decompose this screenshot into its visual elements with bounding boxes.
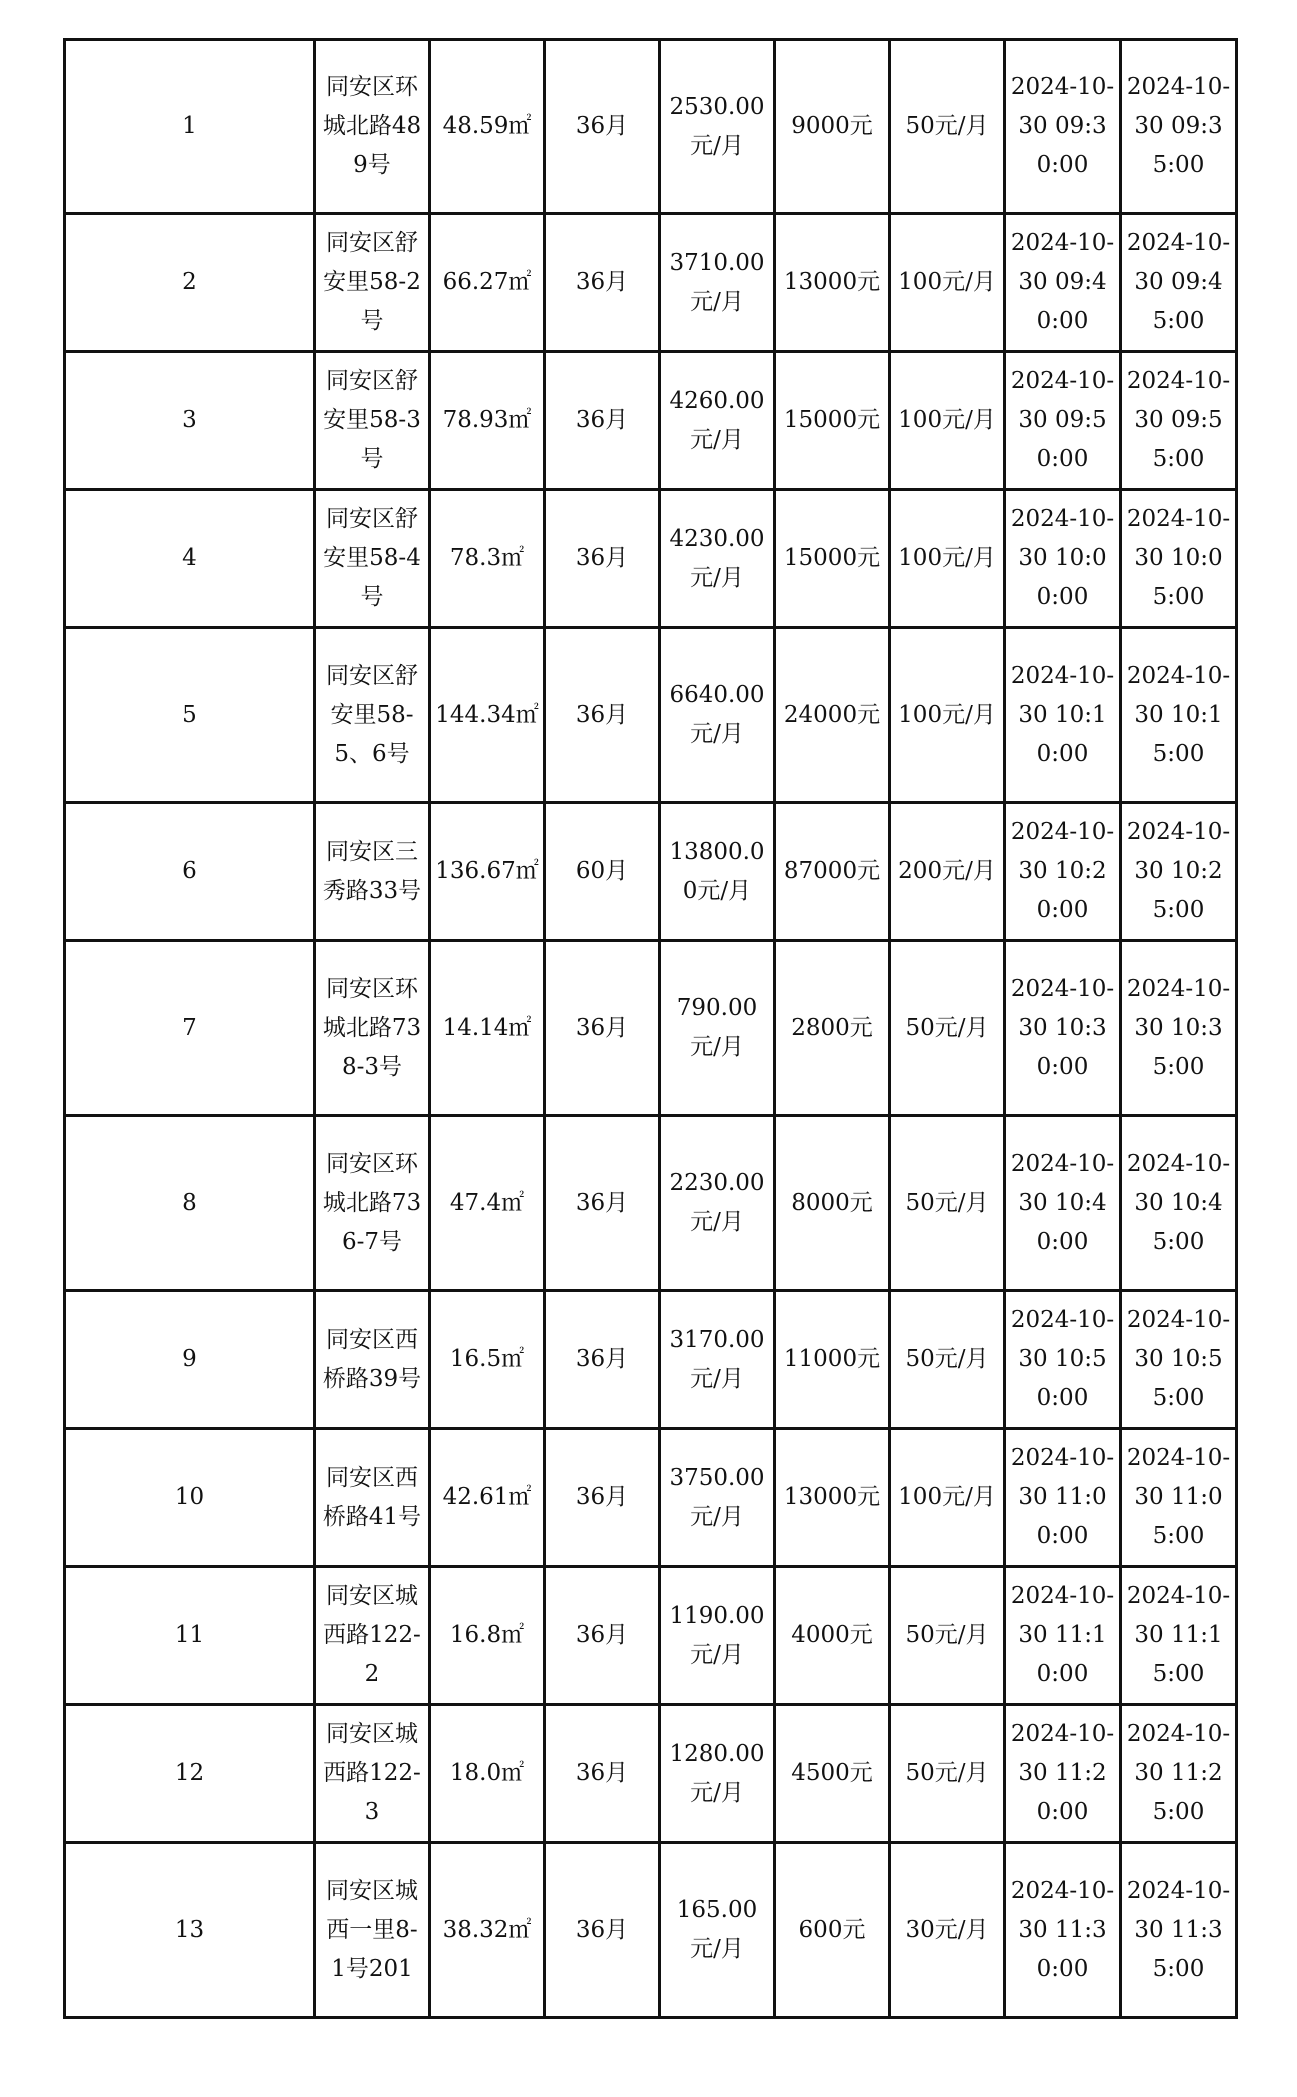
end-time: 2024-10-30 11:15:00: [1121, 1567, 1237, 1705]
property-address: 同安区西桥路41号: [315, 1429, 430, 1567]
start-time: 2024-10-30 11:30:00: [1005, 1843, 1121, 2018]
deposit: 4000元: [775, 1567, 890, 1705]
property-listing-table: [63, 38, 1238, 2019]
bid-increment: 100元/月: [890, 628, 1005, 803]
row-number: 5: [65, 628, 315, 803]
deposit: 15000元: [775, 490, 890, 628]
bid-increment: 50元/月: [890, 1567, 1005, 1705]
end-time: 2024-10-30 09:55:00: [1121, 352, 1237, 490]
starting-rent: 4260.00元/月: [660, 352, 775, 490]
deposit: 600元: [775, 1843, 890, 2018]
deposit: 9000元: [775, 40, 890, 214]
property-address: 同安区西桥路39号: [315, 1291, 430, 1429]
property-area: 48.59㎡: [430, 40, 545, 214]
bid-increment: 100元/月: [890, 214, 1005, 352]
start-time: 2024-10-30 10:10:00: [1005, 628, 1121, 803]
starting-rent: 790.00元/月: [660, 941, 775, 1116]
property-area: 78.93㎡: [430, 352, 545, 490]
deposit: 8000元: [775, 1116, 890, 1291]
end-time: 2024-10-30 09:45:00: [1121, 214, 1237, 352]
starting-rent: 13800.00元/月: [660, 803, 775, 941]
starting-rent: 3750.00元/月: [660, 1429, 775, 1567]
row-number: 9: [65, 1291, 315, 1429]
start-time: 2024-10-30 10:30:00: [1005, 941, 1121, 1116]
deposit: 11000元: [775, 1291, 890, 1429]
table-row: [65, 214, 1237, 352]
end-time: 2024-10-30 10:35:00: [1121, 941, 1237, 1116]
table-row: [65, 803, 1237, 941]
property-area: 78.3㎡: [430, 490, 545, 628]
bid-increment: 50元/月: [890, 1705, 1005, 1843]
starting-rent: 2530.00元/月: [660, 40, 775, 214]
row-number: 10: [65, 1429, 315, 1567]
row-number: 2: [65, 214, 315, 352]
table-row: [65, 1705, 1237, 1843]
start-time: 2024-10-30 10:50:00: [1005, 1291, 1121, 1429]
start-time: 2024-10-30 09:50:00: [1005, 352, 1121, 490]
property-address: 同安区三秀路33号: [315, 803, 430, 941]
lease-term: 36月: [545, 1291, 660, 1429]
table-row: [65, 352, 1237, 490]
end-time: 2024-10-30 10:05:00: [1121, 490, 1237, 628]
starting-rent: 1190.00元/月: [660, 1567, 775, 1705]
table-row: [65, 1843, 1237, 2018]
end-time: 2024-10-30 10:55:00: [1121, 1291, 1237, 1429]
property-area: 16.5㎡: [430, 1291, 545, 1429]
table-row: [65, 941, 1237, 1116]
row-number: 7: [65, 941, 315, 1116]
row-number: 3: [65, 352, 315, 490]
property-area: 66.27㎡: [430, 214, 545, 352]
deposit: 24000元: [775, 628, 890, 803]
row-number: 11: [65, 1567, 315, 1705]
bid-increment: 50元/月: [890, 40, 1005, 214]
table-row: [65, 1291, 1237, 1429]
property-area: 18.0㎡: [430, 1705, 545, 1843]
property-address: 同安区舒安里58-2号: [315, 214, 430, 352]
start-time: 2024-10-30 10:40:00: [1005, 1116, 1121, 1291]
start-time: 2024-10-30 11:20:00: [1005, 1705, 1121, 1843]
bid-increment: 50元/月: [890, 1116, 1005, 1291]
property-address: 同安区舒安里58-5、6号: [315, 628, 430, 803]
bid-increment: 100元/月: [890, 352, 1005, 490]
property-address: 同安区城西路122-2: [315, 1567, 430, 1705]
bid-increment: 30元/月: [890, 1843, 1005, 2018]
lease-term: 36月: [545, 628, 660, 803]
end-time: 2024-10-30 11:25:00: [1121, 1705, 1237, 1843]
property-address: 同安区舒安里58-4号: [315, 490, 430, 628]
lease-term: 36月: [545, 352, 660, 490]
end-time: 2024-10-30 10:45:00: [1121, 1116, 1237, 1291]
starting-rent: 4230.00元/月: [660, 490, 775, 628]
start-time: 2024-10-30 11:10:00: [1005, 1567, 1121, 1705]
table-row: [65, 1116, 1237, 1291]
table-row: [65, 628, 1237, 803]
end-time: 2024-10-30 10:15:00: [1121, 628, 1237, 803]
property-area: 144.34㎡: [430, 628, 545, 803]
lease-term: 36月: [545, 1843, 660, 2018]
bid-increment: 100元/月: [890, 1429, 1005, 1567]
bid-increment: 200元/月: [890, 803, 1005, 941]
bid-increment: 50元/月: [890, 941, 1005, 1116]
end-time: 2024-10-30 10:25:00: [1121, 803, 1237, 941]
start-time: 2024-10-30 09:30:00: [1005, 40, 1121, 214]
deposit: 87000元: [775, 803, 890, 941]
starting-rent: 165.00元/月: [660, 1843, 775, 2018]
lease-term: 36月: [545, 214, 660, 352]
row-number: 4: [65, 490, 315, 628]
deposit: 13000元: [775, 214, 890, 352]
property-area: 47.4㎡: [430, 1116, 545, 1291]
property-area: 38.32㎡: [430, 1843, 545, 2018]
property-address: 同安区城西一里8-1号201: [315, 1843, 430, 2018]
starting-rent: 6640.00元/月: [660, 628, 775, 803]
start-time: 2024-10-30 10:20:00: [1005, 803, 1121, 941]
table-row: [65, 40, 1237, 214]
row-number: 12: [65, 1705, 315, 1843]
property-area: 136.67㎡: [430, 803, 545, 941]
property-address: 同安区环城北路489号: [315, 40, 430, 214]
property-address: 同安区环城北路738-3号: [315, 941, 430, 1116]
lease-term: 36月: [545, 941, 660, 1116]
bid-increment: 50元/月: [890, 1291, 1005, 1429]
start-time: 2024-10-30 11:00:00: [1005, 1429, 1121, 1567]
property-area: 14.14㎡: [430, 941, 545, 1116]
row-number: 8: [65, 1116, 315, 1291]
lease-term: 36月: [545, 1116, 660, 1291]
property-address: 同安区舒安里58-3号: [315, 352, 430, 490]
property-area: 42.61㎡: [430, 1429, 545, 1567]
end-time: 2024-10-30 09:35:00: [1121, 40, 1237, 214]
start-time: 2024-10-30 09:40:00: [1005, 214, 1121, 352]
deposit: 15000元: [775, 352, 890, 490]
table-row: [65, 1567, 1237, 1705]
table-row: [65, 490, 1237, 628]
property-address: 同安区环城北路736-7号: [315, 1116, 430, 1291]
row-number: 6: [65, 803, 315, 941]
deposit: 13000元: [775, 1429, 890, 1567]
table-body: [65, 40, 1237, 2018]
start-time: 2024-10-30 10:00:00: [1005, 490, 1121, 628]
row-number: 13: [65, 1843, 315, 2018]
lease-term: 36月: [545, 1705, 660, 1843]
lease-term: 36月: [545, 1567, 660, 1705]
starting-rent: 2230.00元/月: [660, 1116, 775, 1291]
lease-term: 36月: [545, 490, 660, 628]
starting-rent: 1280.00元/月: [660, 1705, 775, 1843]
lease-term: 60月: [545, 803, 660, 941]
end-time: 2024-10-30 11:05:00: [1121, 1429, 1237, 1567]
lease-term: 36月: [545, 1429, 660, 1567]
property-area: 16.8㎡: [430, 1567, 545, 1705]
property-address: 同安区城西路122-3: [315, 1705, 430, 1843]
lease-term: 36月: [545, 40, 660, 214]
row-number: 1: [65, 40, 315, 214]
starting-rent: 3170.00元/月: [660, 1291, 775, 1429]
bid-increment: 100元/月: [890, 490, 1005, 628]
end-time: 2024-10-30 11:35:00: [1121, 1843, 1237, 2018]
starting-rent: 3710.00元/月: [660, 214, 775, 352]
deposit: 2800元: [775, 941, 890, 1116]
table-row: [65, 1429, 1237, 1567]
deposit: 4500元: [775, 1705, 890, 1843]
